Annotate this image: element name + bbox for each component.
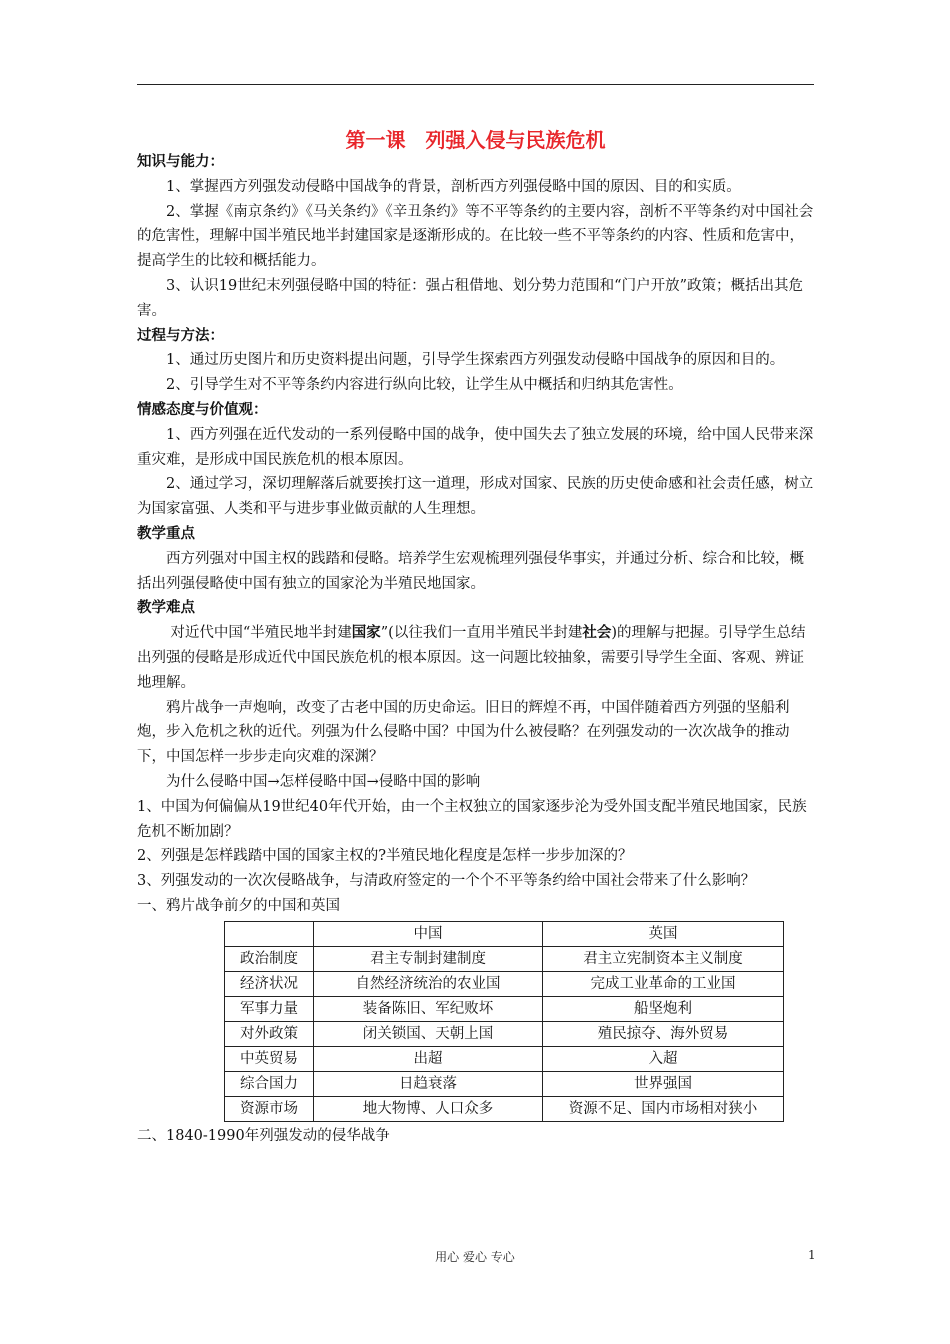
bold-text: 国家 <box>351 625 381 642</box>
table-cell: 完成工业革命的工业国 <box>543 971 784 996</box>
page-number: 1 <box>808 1248 816 1262</box>
header-rule <box>137 84 814 85</box>
table-cell: 自然经济统治的农业国 <box>314 971 543 996</box>
table-row <box>225 971 784 996</box>
section-heading-knowledge: 知识与能力： <box>137 154 224 170</box>
table-cell: 日趋衰落 <box>314 1071 543 1096</box>
table-cell: 殖民掠夺、海外贸易 <box>543 1021 784 1046</box>
table-row <box>225 996 784 1021</box>
paragraph: 1、掌握西方列强发动侵略中国战争的背景，剖析西方列强侵略中国的原因、目的和实质。 <box>166 178 741 195</box>
section-two-heading: 二、1840-1990年列强发动的侵华战争 <box>137 1127 390 1144</box>
text-run: 对近代中国“半殖民地半封建 <box>170 625 352 642</box>
table-cell: 出超 <box>314 1046 543 1071</box>
table-cell: 装备陈旧、军纪败坏 <box>314 996 543 1021</box>
table-cell: 经济状况 <box>225 971 314 996</box>
question-1: 1、中国为何偏偏从19世纪40年代开始，由一个主权独立的国家逐步沦为受外国支配半殖民地国家，民族危机不断加剧？ <box>137 798 807 840</box>
table-cell: 地大物博、人口众多 <box>314 1096 543 1121</box>
section-heading-process: 过程与方法： <box>137 327 224 344</box>
text-run: ”(以往我们一直用半殖民半封建 <box>380 625 583 642</box>
section-heading-values: 情感态度与价值观： <box>137 401 268 418</box>
table-row <box>225 1046 784 1071</box>
table-cell: 资源市场 <box>225 1096 314 1121</box>
table-cell: 世界强国 <box>543 1071 784 1096</box>
table-row <box>225 1096 784 1121</box>
table-cell: 君主立宪制资本主义制度 <box>543 946 784 971</box>
paragraph: 2、引导学生对不平等条约内容进行纵向比较，让学生从中概括和归纳其危害性。 <box>166 377 683 394</box>
paragraph: 为什么侵略中国→怎样侵略中国→侵略中国的影响 <box>166 773 481 790</box>
table-cell: 中国 <box>314 921 543 946</box>
paragraph: 鸦片战争一声炮响，改变了古老中国的历史命运。旧日的辉煌不再，中国伴随着西方列强的坚船利炮，步入危机之秋的近代。列强为什么侵略中国？中国为什么被侵略？在列强发动的一次次战争的推动下，中国怎样一步步走向灾难的深渊？ <box>137 699 790 766</box>
paragraph: 3、认识19世纪末列强侵略中国的特征：强占租借地、划分势力范围和“门户开放”政策；概括出其危害。 <box>137 277 803 319</box>
paragraph: 1、通过历史图片和历史资料提出问题，引导学生探索西方列强发动侵略中国战争的原因和目的。 <box>166 352 785 369</box>
table-cell: 资源不足、国内市场相对狭小 <box>543 1096 784 1121</box>
text-run: )的理解与把握。引导学生总结出列强的侵略是形成近代中国民族危机的根本原因。这一问题比较抽象，需要引导学生全面、客观、辨证地理解。 <box>137 625 806 691</box>
table-cell <box>225 921 314 946</box>
document-body <box>137 150 814 1149</box>
page-footer: 用心 爱心 专心 <box>435 1250 515 1264</box>
table-cell: 军事力量 <box>225 996 314 1021</box>
table-cell: 中英贸易 <box>225 1046 314 1071</box>
paragraph <box>137 621 814 695</box>
paragraph: 2、掌握《南京条约》《马关条约》《辛丑条约》等不平等条约的主要内容，剖析不平等条约对中国社会的危害性，理解中国半殖民地半封建国家是逐渐形成的。在比较一些不平等条约的内容、性质和危害中，提高学生的比较和概括能力。 <box>137 203 814 270</box>
table-cell: 君主专制封建制度 <box>314 946 543 971</box>
table-cell: 综合国力 <box>225 1071 314 1096</box>
table-cell: 入超 <box>543 1046 784 1071</box>
lesson-title: 第一课 列强入侵与民族危机 <box>345 128 606 152</box>
table-header-row <box>225 921 784 946</box>
paragraph: 2、通过学习，深切理解落后就要挨打这一道理，形成对国家、民族的历史使命感和社会责任感，树立为国家富强、人类和平与进步事业做贡献的人生理想。 <box>137 476 814 518</box>
table-cell: 英国 <box>543 921 784 946</box>
table-row <box>225 1021 784 1046</box>
bold-text: 社会 <box>582 625 612 642</box>
comparison-table <box>224 921 784 1122</box>
paragraph: 西方列强对中国主权的践踏和侵略。培养学生宏观梳理列强侵华事实，并通过分析、综合和比较，概括出列强侵略使中国有独立的国家沦为半殖民地国家。 <box>137 550 804 592</box>
table-row <box>225 946 784 971</box>
table-cell: 对外政策 <box>225 1021 314 1046</box>
table-row <box>225 1071 784 1096</box>
paragraph: 1、西方列强在近代发动的一系列侵略中国的战争，使中国失去了独立发展的环境，给中国人民带来深重灾难，是形成中国民族危机的根本原因。 <box>137 426 814 468</box>
section-heading-difficulties: 教学难点 <box>137 600 195 617</box>
table-cell: 船坚炮利 <box>543 996 784 1021</box>
section-one-heading: 一、鸦片战争前夕的中国和英国 <box>137 897 340 914</box>
question-2: 2、列强是怎样践踏中国的国家主权的?半殖民地化程度是怎样一步步加深的？ <box>137 848 633 865</box>
table-cell: 闭关锁国、天朝上国 <box>314 1021 543 1046</box>
section-heading-key-points: 教学重点 <box>137 525 195 542</box>
question-3: 3、列强发动的一次次侵略战争，与清政府签定的一个个不平等条约给中国社会带来了什么影响？ <box>137 873 756 890</box>
table-cell: 政治制度 <box>225 946 314 971</box>
